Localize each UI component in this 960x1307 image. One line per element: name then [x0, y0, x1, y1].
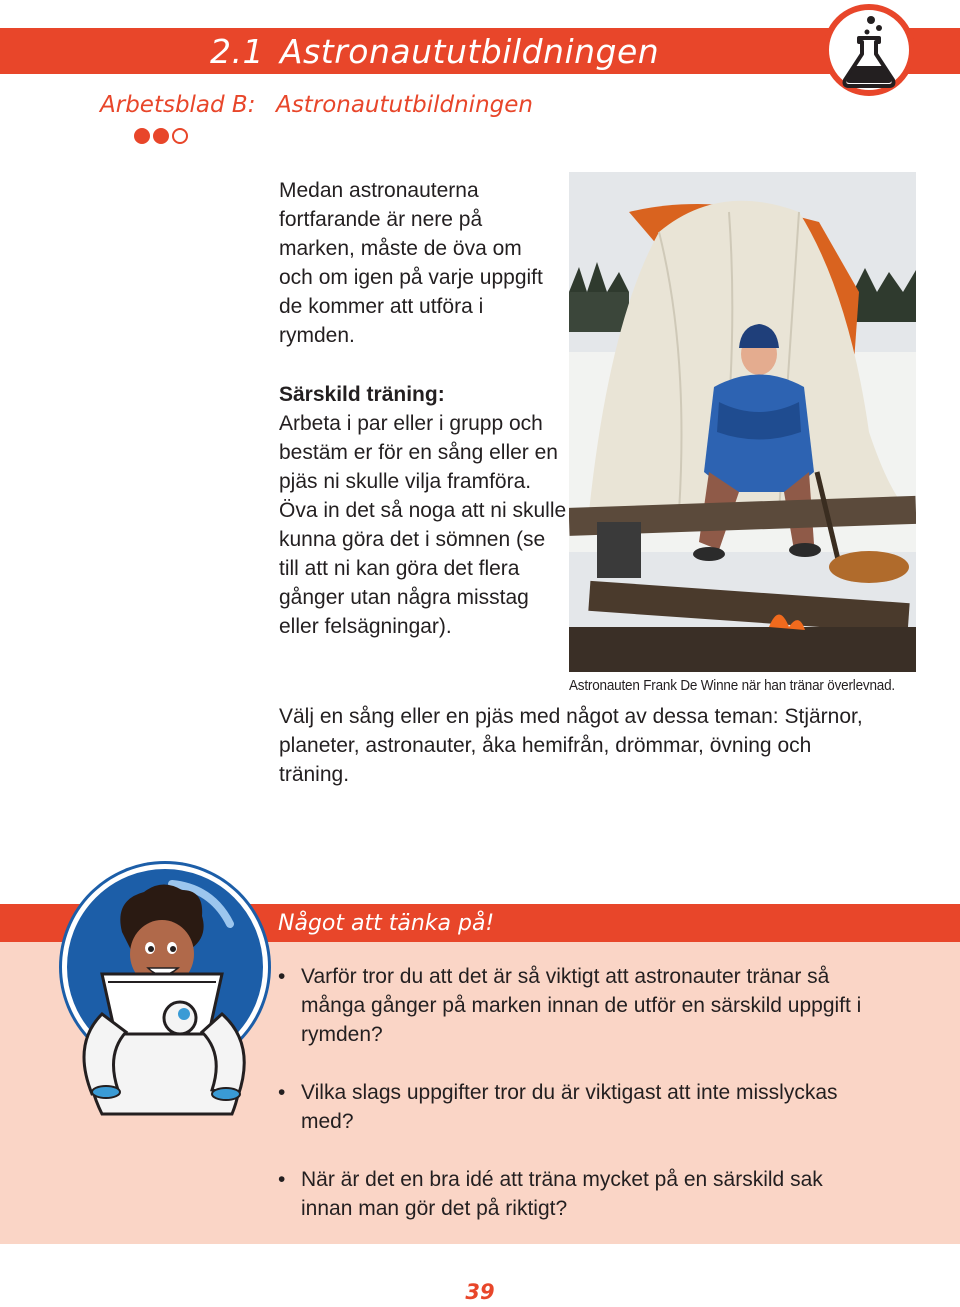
flask-icon — [837, 14, 901, 90]
chapter-title — [210, 28, 659, 74]
chapter-number: 2.1 — [210, 32, 264, 71]
difficulty-indicator — [134, 128, 188, 144]
astronaut-mascot-icon — [62, 864, 272, 1134]
special-training — [279, 380, 569, 641]
photo-caption: Astronauten Frank De Winne när han tränar överlevnad. — [569, 678, 895, 694]
intro-paragraph: Medan astronauterna fortfarande är nere på marken, måste de öva om och om igen på varje uppgift de kommer att utföra i rymden. — [279, 179, 543, 347]
themes-paragraph: Välj en sång eller en pjäs med något av dessa teman: Stjärnor, planeter, astronauter, åka hemifrån, drömmar, övning och träning. — [279, 705, 863, 786]
astronaut-photo — [569, 172, 916, 672]
difficulty-dot — [153, 128, 169, 144]
question-item: • Vilka slags uppgifter tror du är viktigast att inte misslyckas med? — [278, 1078, 878, 1136]
question-list — [278, 962, 878, 1252]
question-item: • Varför tror du att det är så viktigt att astronauter tränar så många gånger på marken innan de utför en särskild uppgift i rymden? — [278, 962, 878, 1049]
chapter-title-text: Astronaututbildningen — [279, 32, 660, 71]
flask-badge — [823, 4, 915, 96]
worksheet-title: Astronaututbildningen — [276, 92, 533, 118]
page-number: 39 — [465, 1280, 495, 1304]
question-item: • När är det en bra idé att träna mycket på en särskild sak innan man gör det på riktigt? — [278, 1165, 878, 1223]
special-training-heading: Särskild träning: — [279, 383, 445, 406]
difficulty-dot — [172, 128, 188, 144]
special-training-body: Arbeta i par eller i grupp och bestäm er för en sång eller en pjäs ni skulle vilja framföra. Öva in det så noga att ni skulle kunna göra det i sömnen (se till att ni kan göra det flera gånger utan några misstag eller felsägningar). — [279, 412, 567, 638]
difficulty-dot — [134, 128, 150, 144]
worksheet-label: Arbetsblad B: — [100, 92, 256, 118]
think-about-title: Något att tänka på! — [278, 911, 495, 936]
